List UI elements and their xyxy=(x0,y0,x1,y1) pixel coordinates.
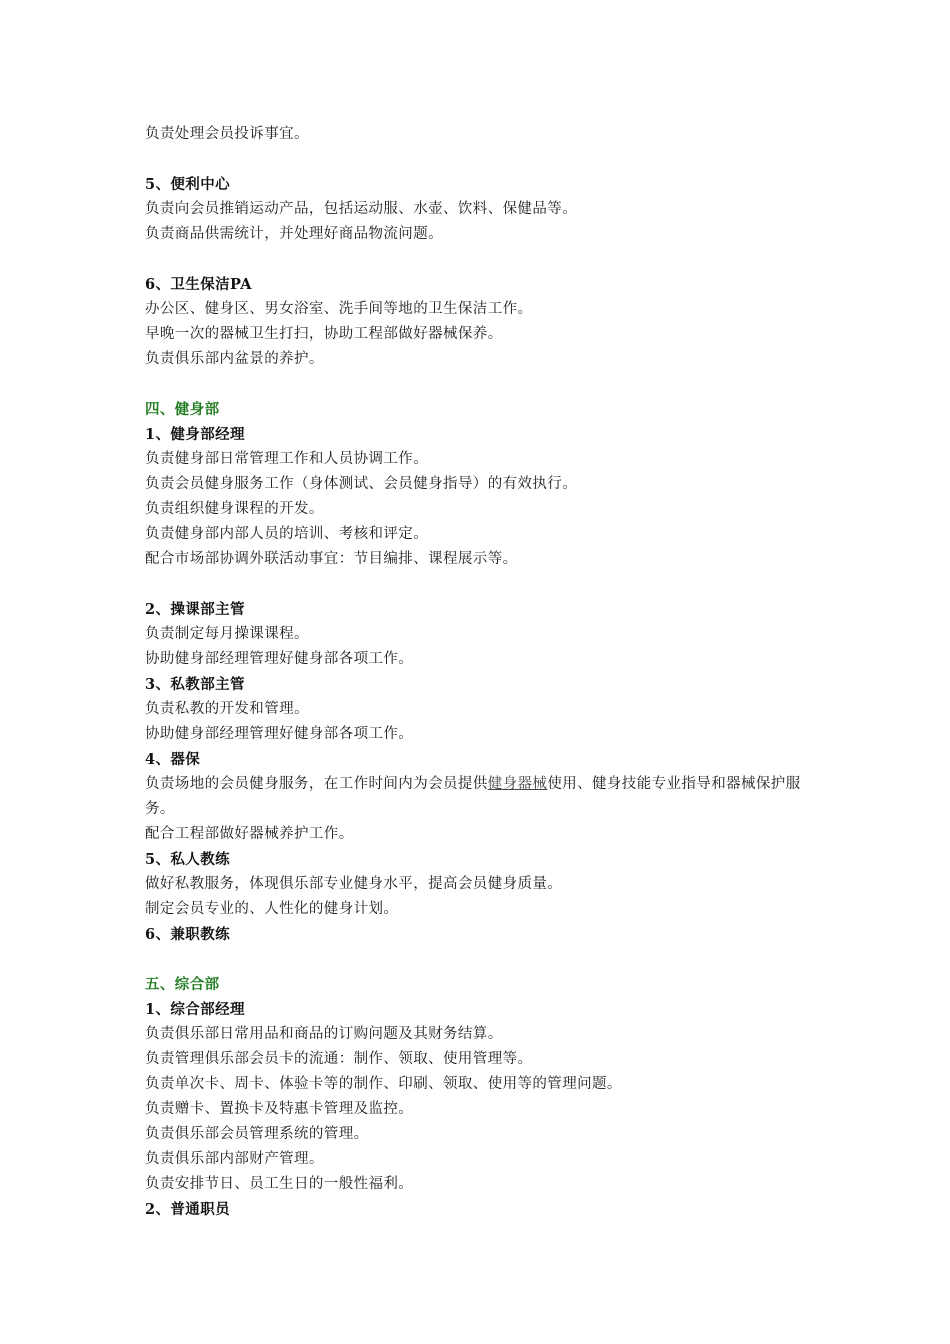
paragraph-text: 使用、健身技能专业指导和器械保护服务。 xyxy=(145,776,801,817)
paragraph: 协助健身部经理管理好健身部各项工作。 xyxy=(145,651,414,667)
paragraph: 负责会员健身服务工作（身体测试、会员健身指导）的有效执行。 xyxy=(145,476,578,492)
fitness-equipment-link[interactable]: 健身器械 xyxy=(487,776,548,792)
paragraph: 配合工程部做好器械养护工作。 xyxy=(145,826,354,842)
paragraph: 负责处理会员投诉事宜。 xyxy=(145,126,309,142)
blank-line xyxy=(145,572,825,597)
sub-heading: 5、私人教练 xyxy=(145,851,230,868)
paragraph: 负责制定每月操课课程。 xyxy=(145,626,309,642)
paragraph: 办公区、健身区、男女浴室、洗手间等地的卫生保洁工作。 xyxy=(145,301,533,317)
sub-heading: 5、便利中心 xyxy=(145,176,230,193)
paragraph: 负责健身部日常管理工作和人员协调工作。 xyxy=(145,451,429,467)
document-body xyxy=(145,122,825,1222)
blank-line xyxy=(145,372,825,397)
paragraph: 负责俱乐部日常用品和商品的订购问题及其财务结算。 xyxy=(145,1026,503,1042)
paragraph: 负责私教的开发和管理。 xyxy=(145,701,309,717)
sub-heading: 6、兼职教练 xyxy=(145,926,230,943)
paragraph: 负责健身部内部人员的培训、考核和评定。 xyxy=(145,526,429,542)
paragraph: 做好私教服务，体现俱乐部专业健身水平，提高会员健身质量。 xyxy=(145,876,563,892)
sub-heading: 2、普通职员 xyxy=(145,1201,230,1218)
section-heading: 四、健身部 xyxy=(145,401,220,418)
paragraph: 负责俱乐部内盆景的养护。 xyxy=(145,351,324,367)
blank-line xyxy=(145,147,825,172)
paragraph: 协助健身部经理管理好健身部各项工作。 xyxy=(145,726,414,742)
paragraph: 配合市场部协调外联活动事宜：节目编排、课程展示等。 xyxy=(145,551,518,567)
paragraph: 早晚一次的器械卫生打扫，协助工程部做好器械保养。 xyxy=(145,326,503,342)
sub-heading: 1、健身部经理 xyxy=(145,426,245,443)
paragraph: 负责商品供需统计，并处理好商品物流问题。 xyxy=(145,226,443,242)
paragraph: 负责向会员推销运动产品，包括运动服、水壶、饮料、保健品等。 xyxy=(145,201,578,217)
blank-line xyxy=(145,247,825,272)
sub-heading: 3、私教部主管 xyxy=(145,676,245,693)
paragraph: 负责赠卡、置换卡及特惠卡管理及监控。 xyxy=(145,1101,414,1117)
paragraph: 负责俱乐部会员管理系统的管理。 xyxy=(145,1126,369,1142)
paragraph-text: 负责场地的会员健身服务，在工作时间内为会员提供 xyxy=(145,776,488,792)
paragraph: 负责单次卡、周卡、体验卡等的制作、印刷、领取、使用等的管理问题。 xyxy=(145,1076,622,1092)
sub-heading: 1、综合部经理 xyxy=(145,1001,245,1018)
paragraph: 负责组织健身课程的开发。 xyxy=(145,501,324,517)
paragraph: 负责管理俱乐部会员卡的流通：制作、领取、使用管理等。 xyxy=(145,1051,533,1067)
blank-line xyxy=(145,947,825,972)
section-heading: 五、综合部 xyxy=(145,976,220,993)
sub-heading: 4、器保 xyxy=(145,751,201,768)
paragraph xyxy=(145,772,825,822)
paragraph: 制定会员专业的、人性化的健身计划。 xyxy=(145,901,399,917)
paragraph: 负责安排节日、员工生日的一般性福利。 xyxy=(145,1176,414,1192)
sub-heading: 6、卫生保洁PA xyxy=(145,276,252,293)
sub-heading: 2、操课部主管 xyxy=(145,601,245,618)
paragraph: 负责俱乐部内部财产管理。 xyxy=(145,1151,324,1167)
